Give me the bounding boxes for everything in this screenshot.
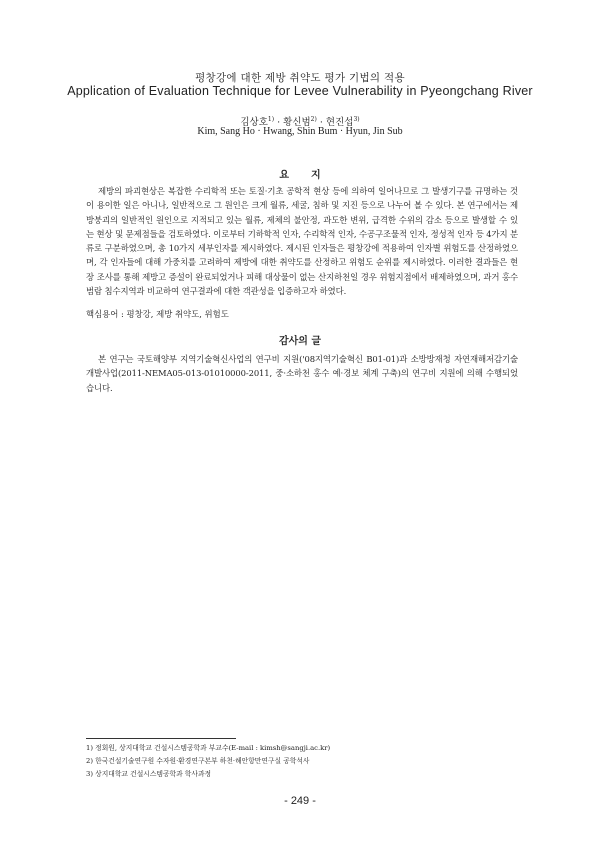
footnote-item: 3) 상지대학교 건설시스템공학과 학사과정 <box>86 770 212 778</box>
acknowledgement-heading: 감사의 글 <box>278 336 322 347</box>
keywords-line: 핵심용어 : 평창강, 제방 취약도, 위험도 <box>86 309 229 319</box>
author-mark: 3) <box>353 115 360 123</box>
footnote-item: 1) 정회원, 상지대학교 건설시스템공학과 부교수(E-mail : kimsh@sangji.ac.kr) <box>86 744 331 752</box>
abstract-paragraph: 제방의 파괴현상은 복잡한 수리학적 또는 토질·기초 공학적 현상 등에 의하여 일어나므로 그 발생기구를 규명하는 것이 용이한 일은 아니나, 일반적으로 그 원인은 크게 월류, 세굴, 침하 및 지진 등으로 나누어 볼 수 있다. 본 연구에서는 제방붕괴의 일반적인 원인으로 지적되고 있는 월류, 제체의 불안정, 과도한 변위, 급격한 수위의 감소 등으로 발생할 수 있는 현상 및 문제점들을 검토하였다. 이로부터 기하학적 인자, 수리학적 인자, 수공구조물적 인자, 정성적 인자 등 4가지 분류로 구분하였으며, 총 10가지 세부인자를 제시하였다. 제시된 인자들은 평창강에 적용하여 인자별 위험도를 산정하였으며, 각 인자들에 대해 가중치를 고려하여 제방에 대한 취약도를 산정하고 위험도 순위를 제시하였다. 이러한 결과들은 현장 조사를 통해 제방고 증설이 완료되었거나 피해 대상물이 없는 산지하천일 경우 위험지점에서 배제하였으며, 과거 홍수범람 침수지역과 비교하여 연구결과에 대한 객관성을 입증하고자 하였다. <box>86 186 519 297</box>
footnote-item: 2) 한국건설기술연구원 수자원·환경연구본부 하천·해안항만연구실 공학석사 <box>86 757 310 765</box>
author-name: 현진섭 <box>325 117 354 128</box>
author-separator: · <box>274 117 284 128</box>
title-korean: 평창강에 대한 제방 취약도 평가 기법의 적용 <box>195 72 405 84</box>
author-name: 김상호 <box>240 117 268 128</box>
authors-english: Kim, Sang Ho · Hwang, Shin Bum · Hyun, Jin Sub <box>197 126 403 137</box>
author-separator: · <box>316 117 326 128</box>
page-number: - 249 - <box>284 795 316 807</box>
footnote-divider <box>86 738 236 739</box>
title-english: Application of Evaluation Technique for Levee Vulnerability in Pyeongchang River <box>67 84 533 98</box>
author-name: 황신범 <box>283 117 311 128</box>
footnotes <box>86 742 526 781</box>
acknowledgement-paragraph: 본 연구는 국토해양부 지역기술혁신사업의 연구비 지원('08지역기술혁신 B01-01)과 소방방재청 자연재해저감기술개발사업(2011-NEMA05-013-01010000-2011, 중·소하천 홍수 예·경보 체계 구축)의 연구비 지원에 의해 수행되었습니다. <box>86 354 518 393</box>
abstract-heading: 요지 <box>279 170 343 181</box>
author-mark: 2) <box>310 115 317 123</box>
author-mark: 1) <box>267 115 275 123</box>
